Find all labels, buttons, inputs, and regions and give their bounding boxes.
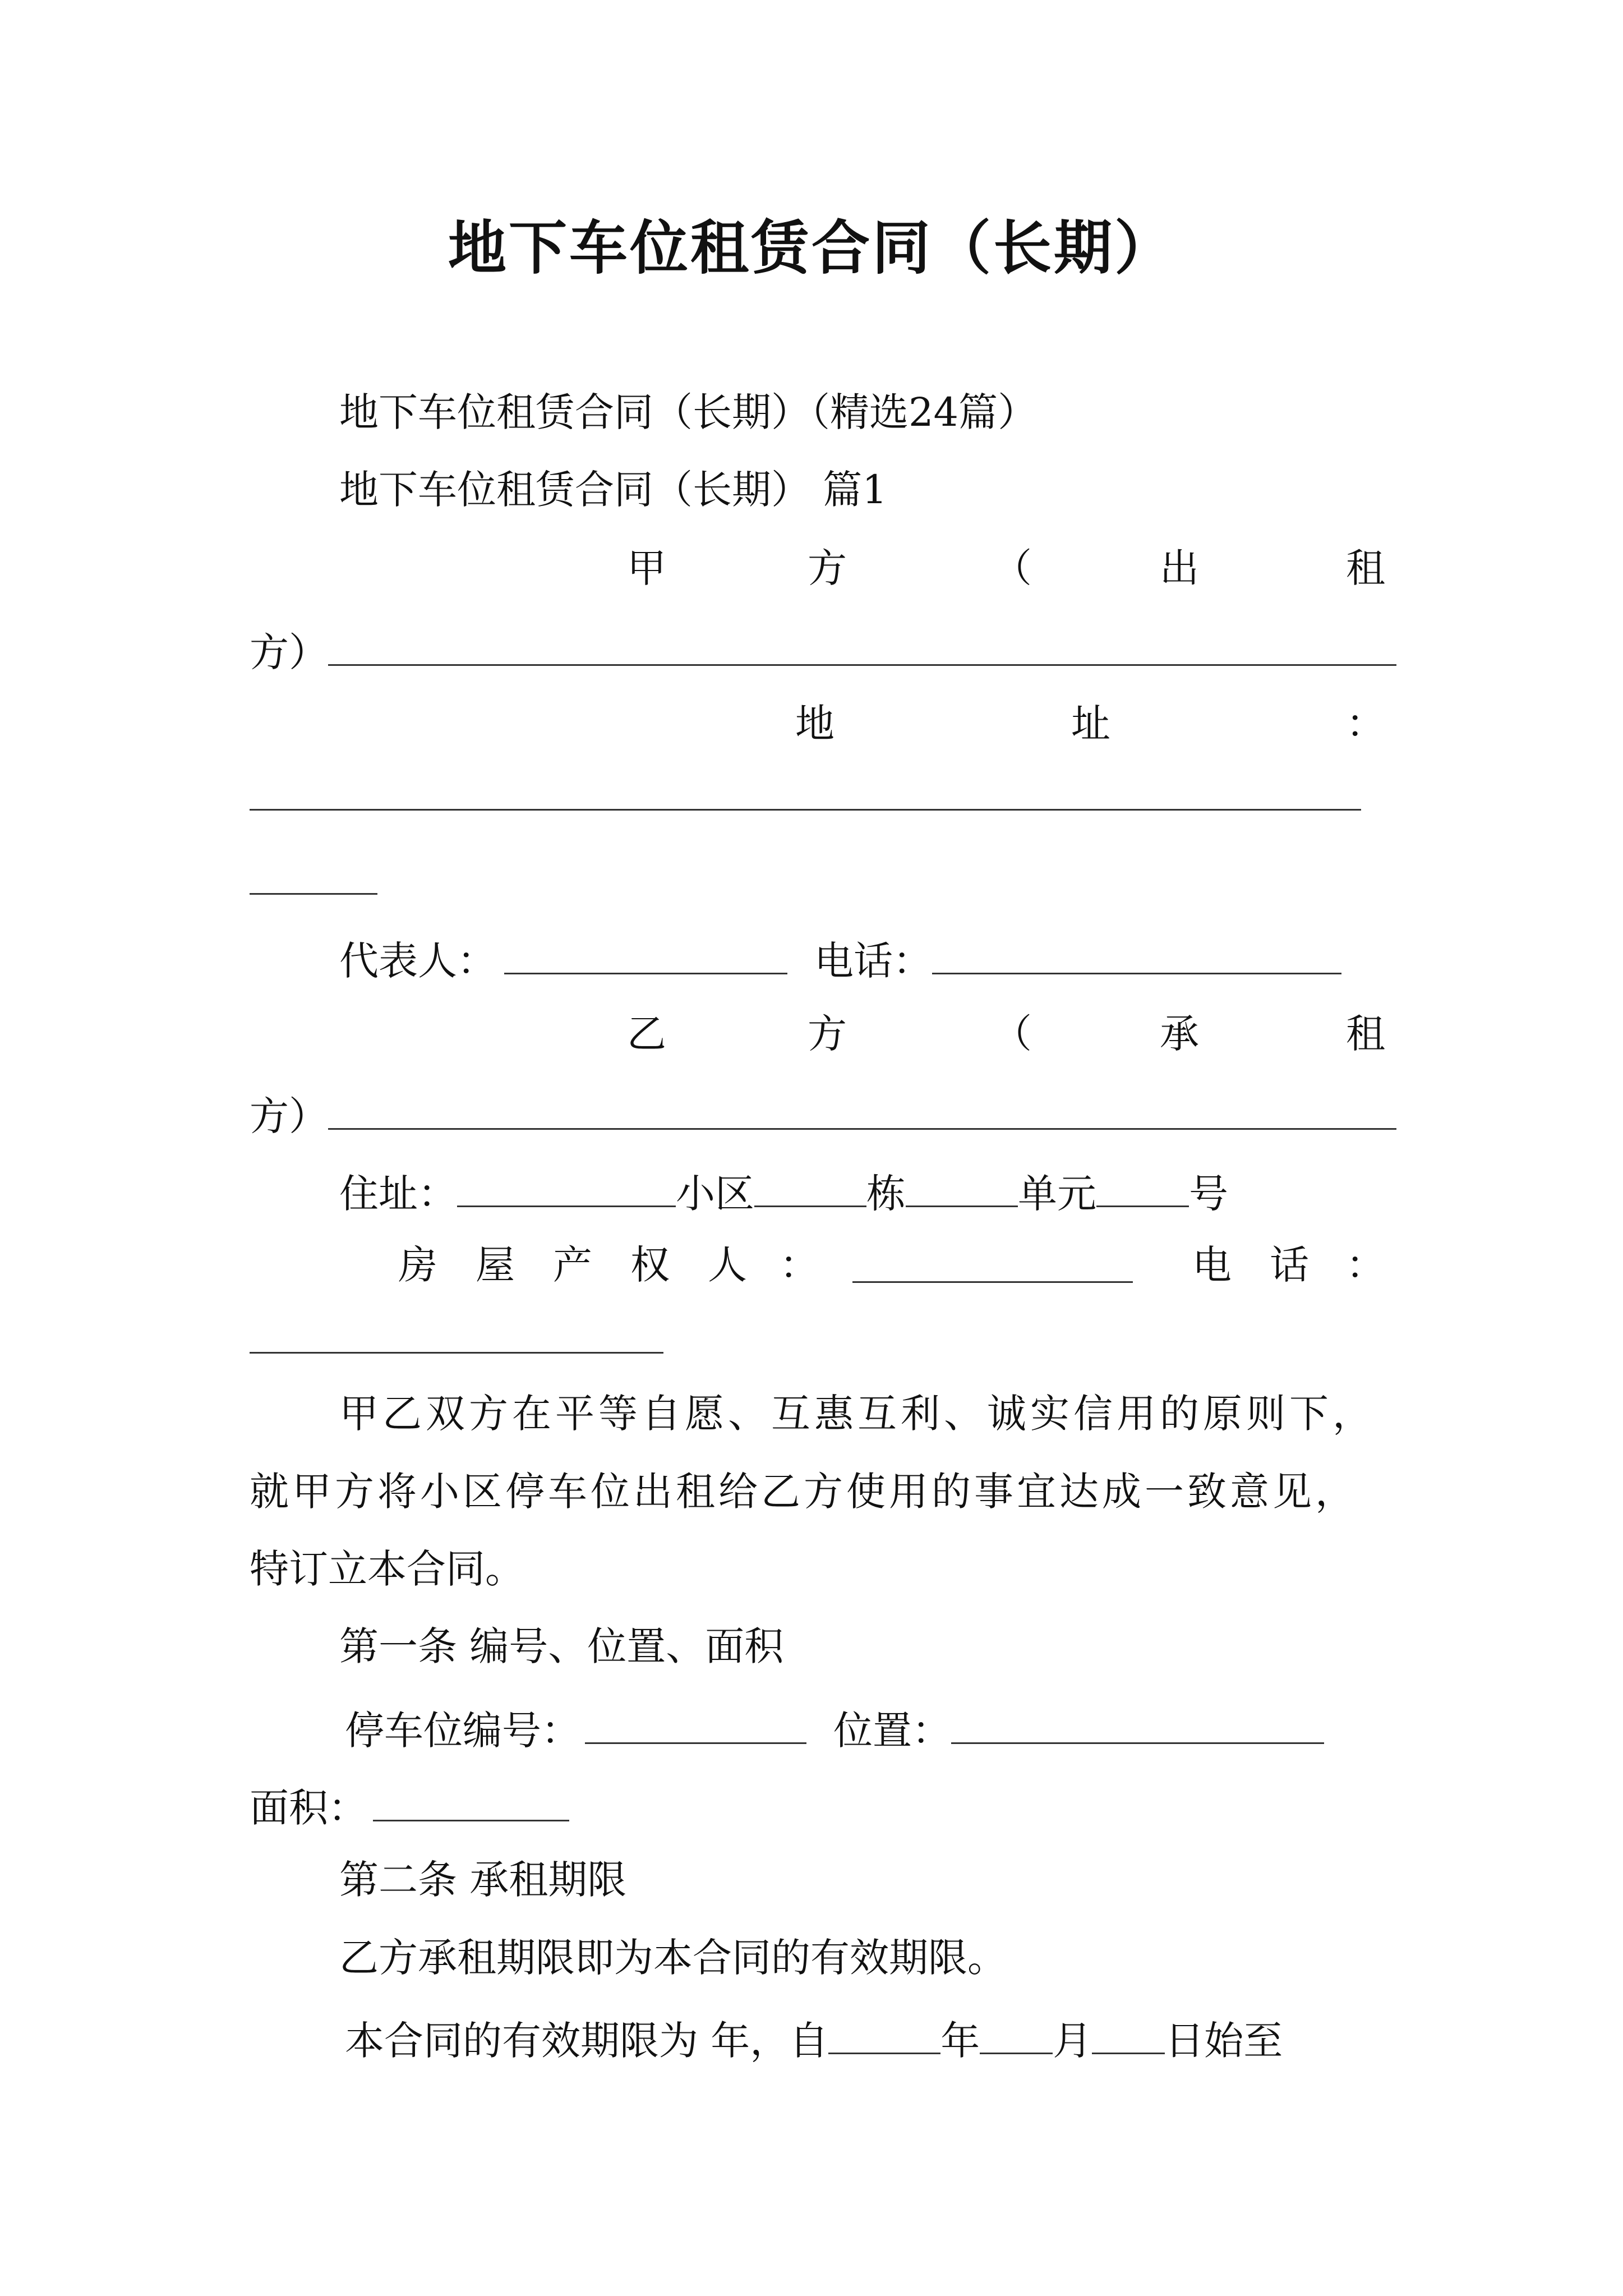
area-label: 面积： xyxy=(250,1785,367,1831)
party-b-tail-text: 方） xyxy=(250,1093,328,1139)
address-char: ： xyxy=(1346,701,1385,747)
intro-line-2: 就甲方将小区停车位出租给乙方使用的事宜达成一致意见， xyxy=(250,1469,1358,1515)
party-b-tail xyxy=(250,1091,1396,1139)
party-b-char: 乙 xyxy=(627,1011,666,1057)
position-blank[interactable] xyxy=(951,1705,1324,1744)
representative-phone-label: 电话： xyxy=(814,938,932,984)
area-blank[interactable] xyxy=(373,1783,569,1821)
party-a-char: （ xyxy=(993,545,1032,591)
article-2-line-1: 乙方承租期限即为本合同的有效期限。 xyxy=(339,1935,1007,1981)
residence-building-blank[interactable] xyxy=(906,1168,1018,1207)
residence-community-blank[interactable] xyxy=(754,1168,866,1207)
address-char: 地 xyxy=(795,701,834,747)
residence-number: 号 xyxy=(1189,1171,1228,1217)
residence-line xyxy=(339,1168,1228,1217)
section-heading: 地下车位租赁合同（长期） 篇1 xyxy=(339,467,887,513)
party-a-tail xyxy=(250,627,1396,675)
address-char: 址 xyxy=(1071,701,1110,747)
owner-char: 人 xyxy=(708,1242,747,1288)
owner-phone-blank[interactable] xyxy=(250,1352,663,1354)
owner-char: 房 xyxy=(398,1242,437,1288)
residence-unit-blank[interactable] xyxy=(1096,1168,1189,1207)
month-label: 月 xyxy=(1053,2018,1092,2064)
address-blank-2[interactable] xyxy=(250,893,377,895)
party-b-char: 承 xyxy=(1160,1011,1199,1057)
article-2-heading: 第二条 承租期限 xyxy=(339,1857,627,1903)
address-blank-1[interactable] xyxy=(250,809,1361,811)
representative-blank[interactable] xyxy=(504,936,787,974)
owner-phone-char: 电 xyxy=(1192,1242,1232,1288)
party-b-blank[interactable] xyxy=(328,1091,1396,1130)
parking-number-label: 停车位编号： xyxy=(345,1708,580,1754)
party-a-char: 出 xyxy=(1160,545,1199,591)
party-b-char: （ xyxy=(993,1011,1032,1057)
party-a-char: 甲 xyxy=(627,545,666,591)
residence-community: 小区 xyxy=(676,1171,754,1217)
parking-number-blank[interactable] xyxy=(585,1705,806,1744)
party-a-char: 租 xyxy=(1346,545,1385,591)
party-b-char: 租 xyxy=(1346,1011,1385,1057)
validity-text: 本合同的有效期限为 年，自 xyxy=(345,2018,829,2064)
day-label: 日始至 xyxy=(1165,2018,1283,2064)
position-label: 位置： xyxy=(833,1708,951,1754)
year-label: 年 xyxy=(940,2018,980,2064)
residence-building: 栋 xyxy=(866,1171,906,1217)
intro-line-1: 甲乙双方在平等自愿、互惠互利、诚实信用的原则下， xyxy=(339,1391,1376,1437)
owner-char: 产 xyxy=(553,1242,592,1288)
parking-number-line xyxy=(345,1705,1324,1754)
party-b-char: 方 xyxy=(808,1011,847,1057)
intro-line-3: 特订立本合同。 xyxy=(250,1546,524,1592)
owner-char: 权 xyxy=(630,1242,670,1288)
party-a-blank[interactable] xyxy=(328,627,1396,666)
start-year-blank[interactable] xyxy=(828,2016,940,2054)
residence-label: 住址： xyxy=(339,1171,457,1217)
residence-unit: 单元 xyxy=(1018,1171,1096,1217)
owner-char: 屋 xyxy=(476,1242,515,1288)
document-title: 地下车位租赁合同（长期） xyxy=(448,213,1175,282)
residence-blank[interactable] xyxy=(457,1168,676,1207)
owner-blank[interactable] xyxy=(852,1281,1133,1283)
representative-line xyxy=(339,936,1341,984)
representative-phone-blank[interactable] xyxy=(932,936,1341,974)
representative-label: 代表人： xyxy=(339,938,496,984)
document-subtitle: 地下车位租赁合同（长期）（精选24篇） xyxy=(339,389,1038,435)
owner-phone-char: 话 xyxy=(1270,1242,1309,1288)
owner-phone-char: ： xyxy=(1346,1242,1385,1288)
party-a-tail-text: 方） xyxy=(250,629,328,675)
party-a-char: 方 xyxy=(808,545,847,591)
article-1-heading: 第一条 编号、位置、面积 xyxy=(339,1623,784,1669)
start-day-blank[interactable] xyxy=(1092,2016,1165,2054)
owner-char: ： xyxy=(780,1242,819,1288)
start-month-blank[interactable] xyxy=(980,2016,1053,2054)
validity-line xyxy=(345,2016,1283,2064)
area-line xyxy=(250,1783,569,1831)
